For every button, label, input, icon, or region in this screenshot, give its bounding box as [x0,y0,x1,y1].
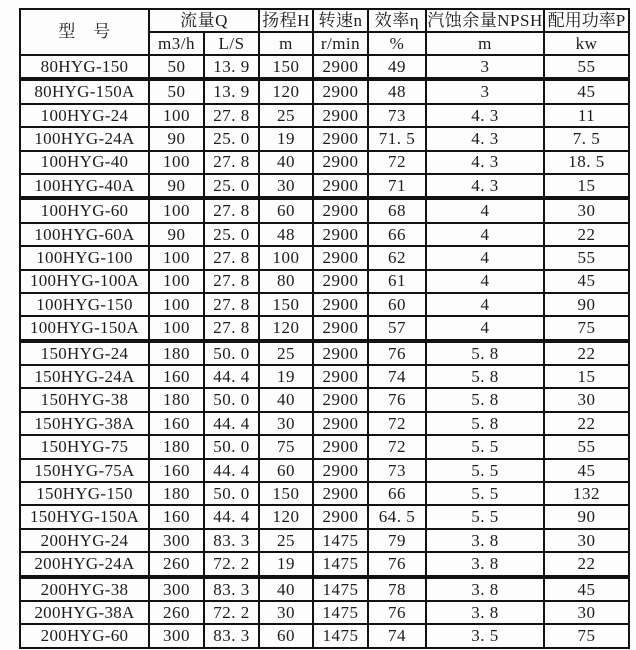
cell-model: 150HYG-24A [20,365,149,388]
cell-value: 90 [149,223,204,246]
col-header-model: 型 号 [20,9,149,55]
cell-value: 2900 [313,435,368,458]
cell-value: 25 [259,529,313,552]
cell-value: 27. 8 [204,104,259,127]
cell-value: 1475 [313,577,368,601]
cell-model: 200HYG-38 [20,577,149,601]
cell-model: 150HYG-38 [20,388,149,411]
cell-value: 90 [544,505,629,528]
cell-value: 1475 [313,624,368,647]
cell-value: 120 [259,316,313,340]
cell-value: 25. 0 [204,174,259,198]
cell-value: 4. 3 [426,104,544,127]
table-row [20,412,629,435]
cell-model: 100HYG-24A [20,127,149,150]
pump-spec-table [19,8,630,649]
cell-value: 22 [544,223,629,246]
table-row [20,529,629,552]
table-row [20,104,629,127]
cell-value: 55 [544,435,629,458]
cell-value: 27. 8 [204,270,259,293]
cell-value: 75 [544,316,629,340]
cell-value: 44. 4 [204,365,259,388]
cell-value: 45 [544,270,629,293]
table-row [20,174,629,198]
cell-value: 300 [149,577,204,601]
cell-value: 60 [259,459,313,482]
cell-value: 78 [368,577,426,601]
cell-value: 68 [368,198,426,222]
cell-model: 200HYG-60 [20,624,149,647]
cell-value: 11 [544,104,629,127]
cell-value: 100 [149,151,204,174]
cell-value: 30 [544,198,629,222]
table-row [20,55,629,79]
table-row [20,293,629,316]
cell-value: 5. 8 [426,365,544,388]
cell-model: 200HYG-38A [20,601,149,624]
cell-value: 40 [259,388,313,411]
cell-value: 72. 2 [204,552,259,576]
cell-value: 27. 8 [204,246,259,269]
cell-value: 2900 [313,246,368,269]
cell-value: 2900 [313,127,368,150]
cell-value: 2900 [313,223,368,246]
cell-value: 62 [368,246,426,269]
cell-value: 3 [426,79,544,103]
table-row [20,198,629,222]
cell-value: 72 [368,435,426,458]
col-header-npsh: 汽蚀余量NPSH [426,9,544,32]
cell-value: 27. 8 [204,293,259,316]
cell-value: 27. 8 [204,151,259,174]
cell-value: 2900 [313,104,368,127]
cell-value: 55 [544,55,629,79]
table-row [20,505,629,528]
cell-value: 4. 3 [426,151,544,174]
cell-value: 90 [544,293,629,316]
cell-value: 2900 [313,198,368,222]
cell-value: 50. 0 [204,341,259,365]
cell-value: 2900 [313,174,368,198]
cell-value: 76 [368,552,426,576]
cell-value: 74 [368,624,426,647]
cell-value: 73 [368,104,426,127]
cell-value: 13. 9 [204,79,259,103]
cell-value: 75 [259,435,313,458]
cell-value: 5. 5 [426,459,544,482]
cell-value: 260 [149,552,204,576]
cell-value: 160 [149,412,204,435]
cell-model: 100HYG-100 [20,246,149,269]
cell-value: 100 [149,246,204,269]
cell-value: 55 [544,246,629,269]
cell-value: 45 [544,577,629,601]
cell-value: 30 [259,601,313,624]
cell-value: 4 [426,246,544,269]
unit-power-kw: kw [544,32,629,55]
cell-value: 79 [368,529,426,552]
cell-value: 2900 [313,505,368,528]
cell-value: 75 [544,624,629,647]
cell-value: 44. 4 [204,412,259,435]
table-header [20,9,629,55]
table-row [20,435,629,458]
cell-value: 27. 8 [204,198,259,222]
cell-value: 150 [259,482,313,505]
cell-value: 74 [368,365,426,388]
unit-head-m: m [259,32,313,55]
cell-value: 4 [426,293,544,316]
cell-value: 4. 3 [426,174,544,198]
cell-value: 72 [368,412,426,435]
cell-value: 80 [259,270,313,293]
cell-model: 100HYG-24 [20,104,149,127]
cell-value: 50 [149,79,204,103]
cell-value: 15 [544,174,629,198]
cell-value: 49 [368,55,426,79]
cell-value: 160 [149,365,204,388]
cell-model: 150HYG-75 [20,435,149,458]
cell-value: 44. 4 [204,459,259,482]
table-row [20,459,629,482]
cell-model: 100HYG-150A [20,316,149,340]
table-row [20,601,629,624]
table-row [20,79,629,103]
cell-value: 2900 [313,365,368,388]
table-row [20,365,629,388]
cell-value: 30 [544,601,629,624]
cell-value: 4. 3 [426,127,544,150]
cell-value: 13. 9 [204,55,259,79]
cell-value: 30 [259,174,313,198]
table-row [20,577,629,601]
cell-value: 5. 5 [426,482,544,505]
cell-value: 22 [544,552,629,576]
cell-value: 50. 0 [204,388,259,411]
table-row [20,388,629,411]
cell-value: 45 [544,79,629,103]
cell-value: 180 [149,435,204,458]
cell-value: 71 [368,174,426,198]
cell-value: 2900 [313,270,368,293]
table-row [20,482,629,505]
cell-value: 57 [368,316,426,340]
cell-value: 90 [149,174,204,198]
cell-value: 90 [149,127,204,150]
cell-value: 260 [149,601,204,624]
cell-value: 180 [149,482,204,505]
cell-value: 3 [426,55,544,79]
cell-value: 64. 5 [368,505,426,528]
cell-value: 150 [259,55,313,79]
cell-value: 120 [259,505,313,528]
cell-value: 19 [259,552,313,576]
cell-value: 5. 5 [426,505,544,528]
cell-value: 76 [368,341,426,365]
cell-model: 200HYG-24A [20,552,149,576]
table-row [20,316,629,340]
cell-value: 100 [259,246,313,269]
cell-value: 40 [259,151,313,174]
table-row [20,552,629,576]
cell-value: 2900 [313,55,368,79]
cell-model: 100HYG-60A [20,223,149,246]
unit-efficiency-pct: % [368,32,426,55]
cell-value: 5. 8 [426,388,544,411]
cell-value: 44. 4 [204,505,259,528]
cell-value: 4 [426,316,544,340]
cell-value: 300 [149,624,204,647]
cell-model: 200HYG-24 [20,529,149,552]
table-row [20,246,629,269]
cell-value: 22 [544,341,629,365]
cell-value: 30 [544,388,629,411]
table-body [20,55,629,648]
cell-value: 300 [149,529,204,552]
cell-value: 30 [544,529,629,552]
cell-value: 160 [149,459,204,482]
unit-flow-ls: L/S [204,32,259,55]
cell-value: 50. 0 [204,482,259,505]
unit-speed-rmin: r/min [313,32,368,55]
cell-value: 25. 0 [204,127,259,150]
cell-value: 48 [368,79,426,103]
cell-model: 150HYG-150A [20,505,149,528]
cell-value: 2900 [313,412,368,435]
cell-value: 66 [368,223,426,246]
cell-value: 72 [368,151,426,174]
cell-value: 27. 8 [204,316,259,340]
cell-value: 40 [259,577,313,601]
cell-value: 2900 [313,316,368,340]
cell-value: 7. 5 [544,127,629,150]
cell-value: 60 [368,293,426,316]
col-header-efficiency: 效率η [368,9,426,32]
cell-value: 30 [259,412,313,435]
col-header-speed: 转速n [313,9,368,32]
cell-model: 100HYG-40A [20,174,149,198]
cell-value: 48 [259,223,313,246]
cell-value: 45 [544,459,629,482]
cell-value: 5. 5 [426,435,544,458]
cell-value: 100 [149,104,204,127]
cell-value: 71. 5 [368,127,426,150]
cell-value: 76 [368,601,426,624]
col-header-flow: 流量Q [149,9,259,32]
cell-value: 100 [149,293,204,316]
cell-value: 160 [149,505,204,528]
cell-value: 19 [259,365,313,388]
cell-value: 120 [259,79,313,103]
cell-value: 4 [426,223,544,246]
cell-value: 19 [259,127,313,150]
cell-value: 22 [544,412,629,435]
cell-value: 61 [368,270,426,293]
cell-value: 5. 8 [426,412,544,435]
cell-value: 50 [149,55,204,79]
cell-model: 80HYG-150 [20,55,149,79]
cell-value: 180 [149,341,204,365]
cell-value: 3. 5 [426,624,544,647]
table-row [20,270,629,293]
table-row [20,151,629,174]
table-row [20,341,629,365]
cell-value: 1475 [313,601,368,624]
cell-model: 100HYG-60 [20,198,149,222]
cell-value: 73 [368,459,426,482]
cell-value: 83. 3 [204,577,259,601]
cell-value: 25 [259,104,313,127]
cell-value: 4 [426,270,544,293]
unit-npsh-m: m [426,32,544,55]
cell-value: 50. 0 [204,435,259,458]
table-row [20,127,629,150]
cell-model: 100HYG-150 [20,293,149,316]
cell-value: 66 [368,482,426,505]
cell-value: 83. 3 [204,529,259,552]
cell-value: 1475 [313,552,368,576]
table-row [20,223,629,246]
cell-value: 4 [426,198,544,222]
cell-value: 60 [259,198,313,222]
cell-value: 100 [149,198,204,222]
cell-value: 15 [544,365,629,388]
cell-value: 3. 8 [426,552,544,576]
cell-model: 100HYG-100A [20,270,149,293]
cell-model: 150HYG-75A [20,459,149,482]
cell-value: 3. 8 [426,529,544,552]
cell-value: 25. 0 [204,223,259,246]
cell-value: 2900 [313,341,368,365]
cell-value: 150 [259,293,313,316]
cell-value: 132 [544,482,629,505]
cell-value: 100 [149,316,204,340]
cell-model: 150HYG-24 [20,341,149,365]
cell-value: 2900 [313,151,368,174]
cell-value: 18. 5 [544,151,629,174]
cell-value: 3. 8 [426,601,544,624]
cell-value: 100 [149,270,204,293]
table-row [20,624,629,647]
cell-value: 2900 [313,388,368,411]
cell-value: 2900 [313,482,368,505]
cell-value: 180 [149,388,204,411]
cell-value: 2900 [313,459,368,482]
cell-model: 80HYG-150A [20,79,149,103]
cell-model: 150HYG-38A [20,412,149,435]
cell-value: 60 [259,624,313,647]
cell-value: 5. 8 [426,341,544,365]
cell-model: 100HYG-40 [20,151,149,174]
cell-value: 25 [259,341,313,365]
cell-value: 2900 [313,293,368,316]
cell-value: 83. 3 [204,624,259,647]
col-header-head: 扬程H [259,9,313,32]
col-header-power: 配用功率P [544,9,629,32]
cell-model: 150HYG-150 [20,482,149,505]
header-row-groups [20,9,629,32]
cell-value: 3. 8 [426,577,544,601]
cell-value: 1475 [313,529,368,552]
cell-value: 72. 2 [204,601,259,624]
unit-flow-m3h: m3/h [149,32,204,55]
cell-value: 76 [368,388,426,411]
cell-value: 2900 [313,79,368,103]
